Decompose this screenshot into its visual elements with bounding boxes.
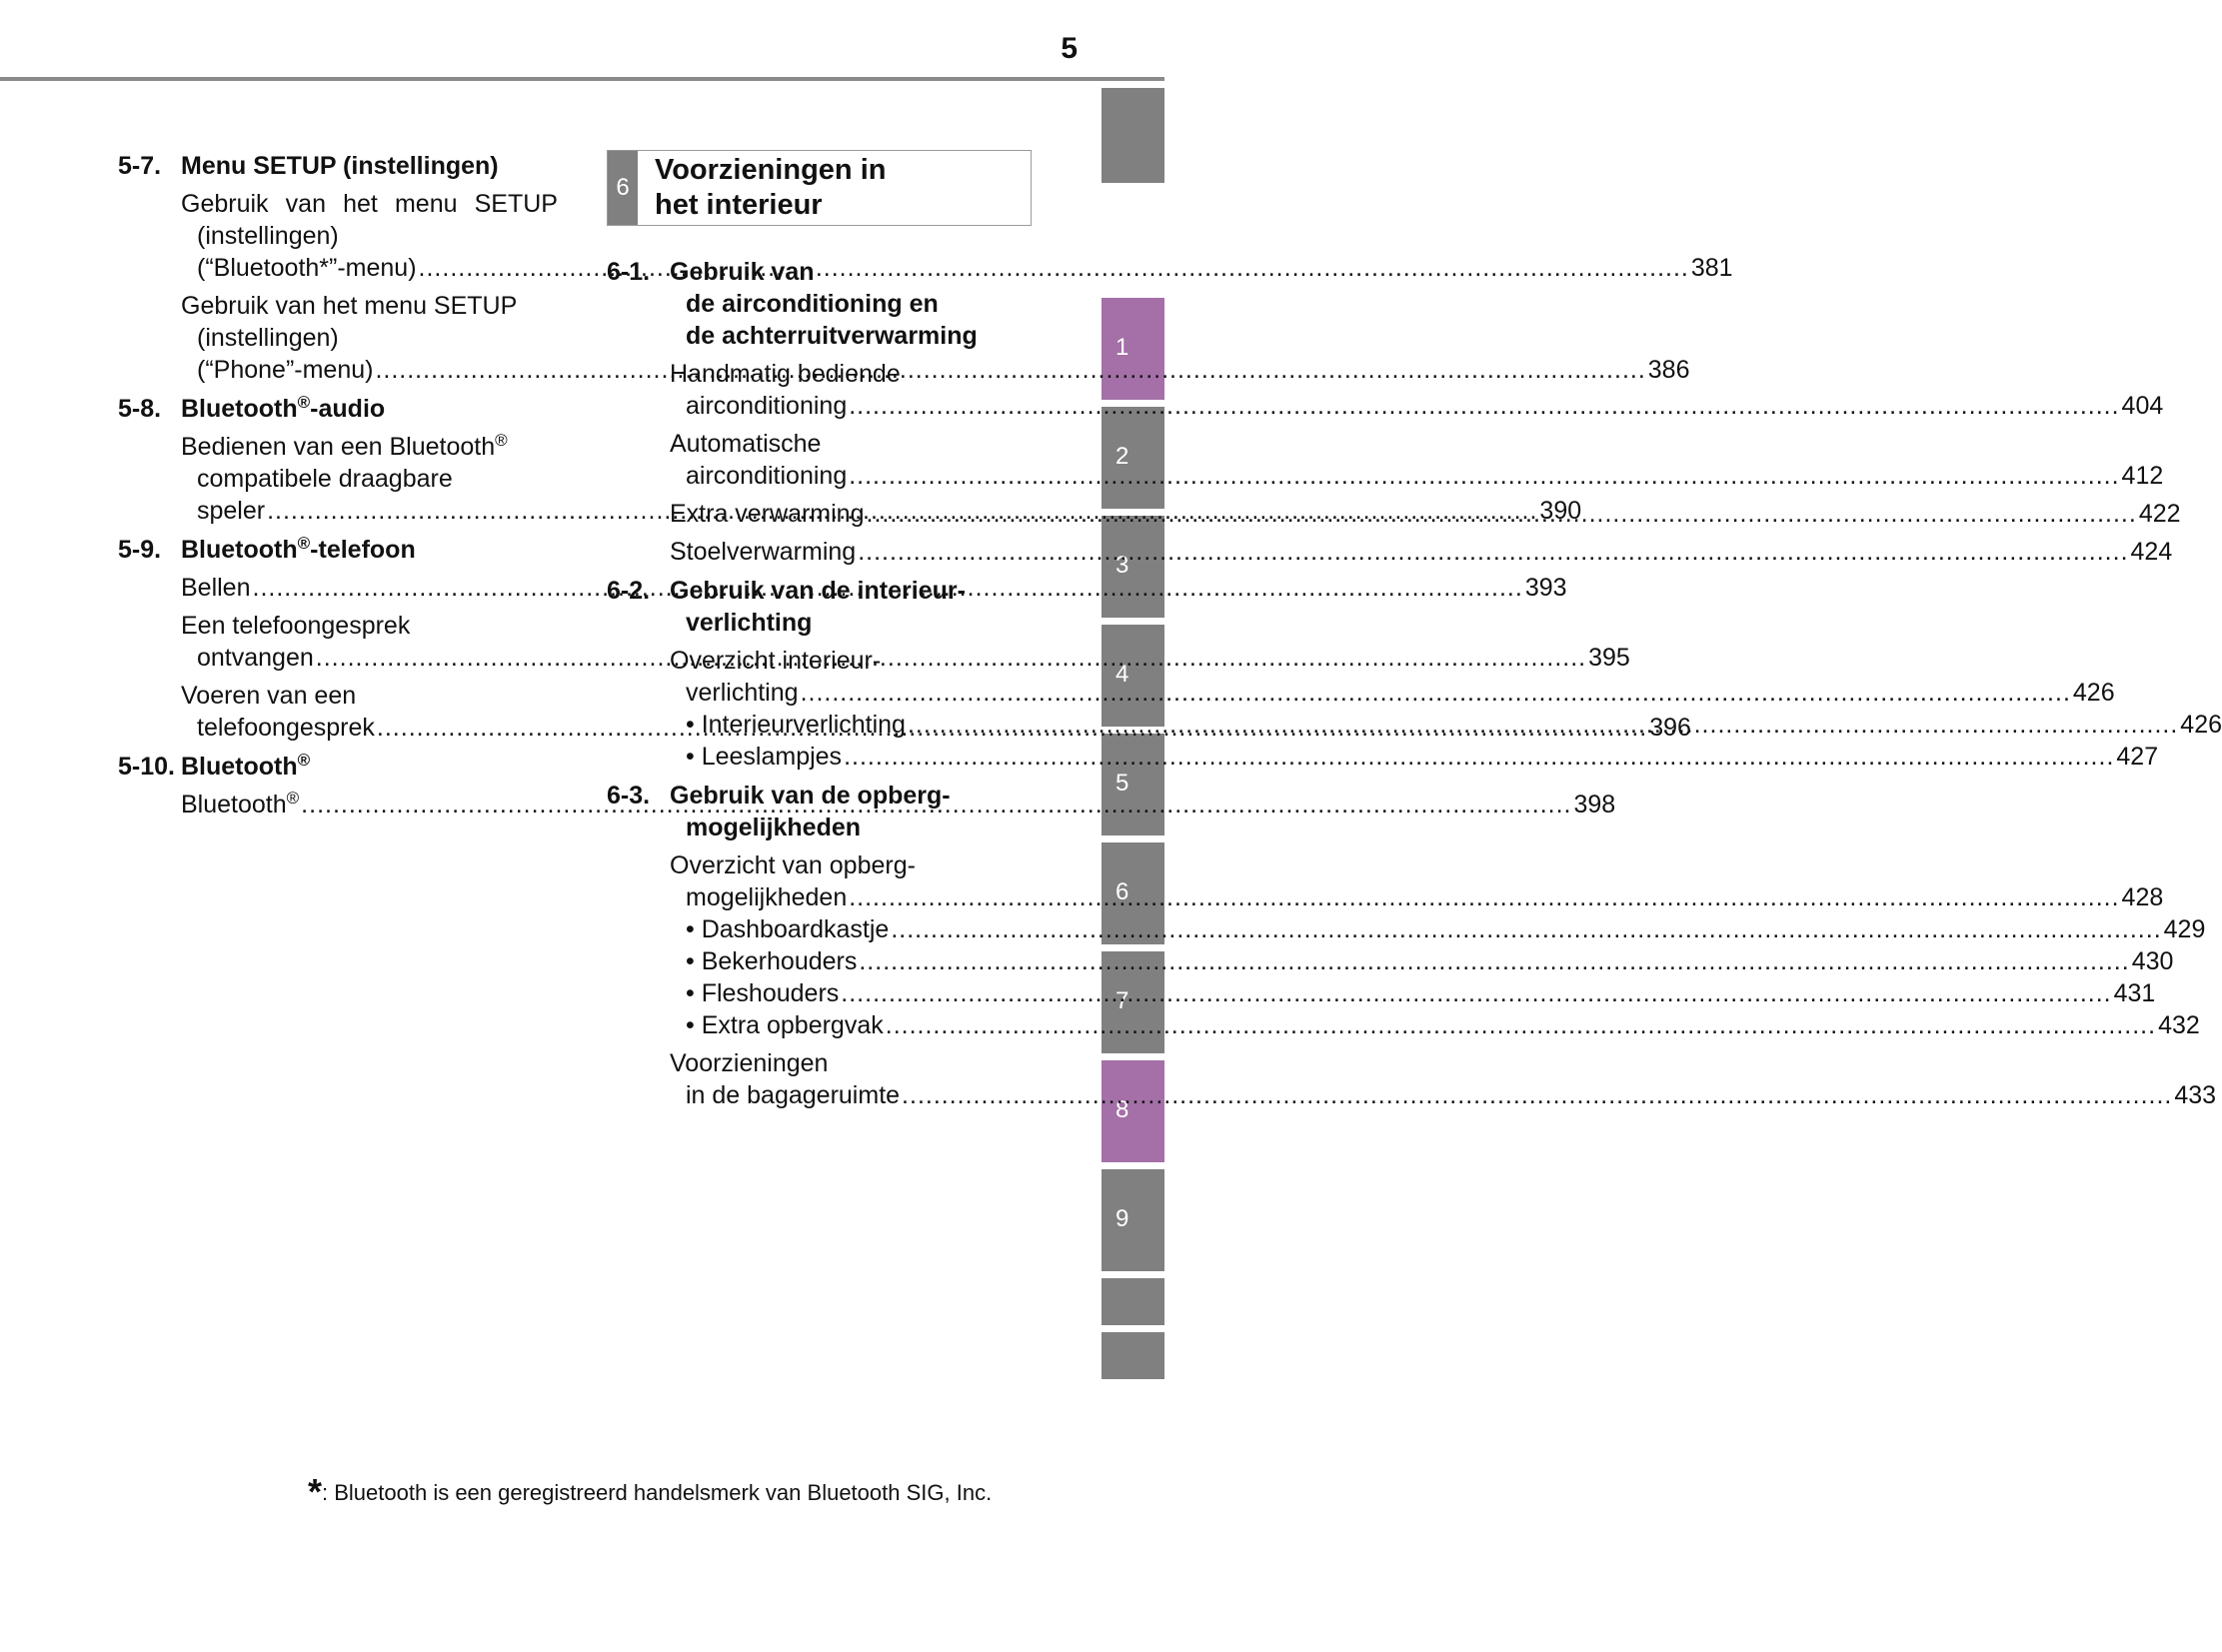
- leader-dots: [858, 538, 2128, 566]
- registered-mark: ®: [297, 534, 311, 553]
- leader-dots: [844, 743, 2114, 771]
- chapter-tab-10[interactable]: [1102, 1278, 1164, 1325]
- section-number: 6-2.: [607, 577, 651, 605]
- toc-section-6-2[interactable]: [607, 575, 1032, 639]
- leader-dots: [867, 500, 2137, 528]
- entry-title: Gebruik van het menu SETUP: [181, 190, 558, 218]
- section-title-text: -telefoon: [310, 536, 416, 564]
- leader-dots: [902, 1081, 2172, 1109]
- entry-title: Voorzieningen: [670, 1049, 829, 1077]
- page-ref[interactable]: 381: [1690, 254, 1733, 282]
- chapter-tab-label: 7: [1115, 987, 1129, 1014]
- entry-title: Overzicht interieur-: [670, 647, 882, 675]
- entry-sub-item[interactable]: [670, 741, 2159, 773]
- entry-text: • Bekerhouders: [686, 947, 858, 975]
- toc-section-5-7[interactable]: [118, 150, 558, 182]
- section-title-text: Bluetooth: [181, 753, 298, 781]
- leader-dots: [849, 462, 2119, 490]
- entry-text: Stoelverwarming: [670, 538, 857, 566]
- entry-text: (“Bluetooth*”-menu): [197, 254, 417, 282]
- toc-section-5-8[interactable]: [118, 393, 558, 425]
- chapter-title: [655, 153, 886, 223]
- chapter-tab-blank[interactable]: [1102, 88, 1164, 183]
- entry-text: telefoongesprek: [197, 714, 375, 742]
- page-ref[interactable]: 386: [1647, 356, 1690, 384]
- chapter-tab-9[interactable]: [1102, 1169, 1164, 1271]
- registered-mark: ®: [297, 751, 311, 770]
- entry-sub-item[interactable]: [670, 977, 2156, 1009]
- page-ref[interactable]: 427: [2116, 743, 2159, 771]
- registered-mark: ®: [286, 789, 300, 808]
- footnote: [308, 1471, 993, 1512]
- entry-title-cont: (instellingen): [197, 222, 339, 250]
- chapter-tab-2[interactable]: [1102, 407, 1164, 509]
- section-title: [181, 393, 558, 425]
- page-ref[interactable]: 428: [2121, 883, 2164, 911]
- entry-text: Extra verwarming: [670, 500, 865, 528]
- page-ref[interactable]: 393: [1524, 574, 1567, 602]
- section-title-text: Bluetooth: [181, 536, 298, 564]
- page-ref[interactable]: 412: [2121, 462, 2164, 490]
- entry-title: Een telefoongesprek: [181, 612, 411, 640]
- chapter-tab-label: 6: [1115, 878, 1129, 905]
- toc-entry[interactable]: [607, 536, 2173, 568]
- chapter-tab-label: 2: [1115, 443, 1129, 470]
- chapter-tab-label: 5: [1115, 770, 1129, 797]
- section-title-text: Bluetooth: [181, 395, 298, 423]
- section-title: Menu SETUP (instellingen): [181, 152, 499, 180]
- entry-text: Bedienen van een Bluetooth: [181, 433, 496, 461]
- section-number: 5-8.: [118, 395, 162, 423]
- entry-title-cont: compatibele draagbare: [197, 465, 453, 493]
- chapter-tab-label: 4: [1115, 661, 1129, 688]
- entry-line: [670, 677, 2115, 709]
- page-ref[interactable]: 426: [2072, 679, 2115, 707]
- leader-dots: [801, 679, 2071, 707]
- section-number: 5-10.: [118, 753, 175, 781]
- entry-text: • Extra opbergvak: [686, 1011, 884, 1039]
- page-ref[interactable]: 396: [1649, 714, 1691, 742]
- toc-section-5-10[interactable]: [118, 751, 558, 783]
- page-ref[interactable]: 422: [2138, 500, 2181, 528]
- toc-section-5-9[interactable]: [118, 534, 558, 566]
- registered-mark: ®: [297, 393, 311, 412]
- chapter-tabs: [1102, 0, 1164, 1652]
- entry-text: • Fleshouders: [686, 979, 840, 1007]
- page-number: 5: [1061, 32, 1078, 65]
- entry-line: [670, 536, 2173, 568]
- page-ref[interactable]: 398: [1573, 791, 1616, 819]
- entry-line: [670, 390, 2164, 422]
- page-ref[interactable]: 431: [2113, 979, 2156, 1007]
- page-ref[interactable]: 430: [2131, 947, 2174, 975]
- leader-dots: [849, 883, 2119, 911]
- leader-dots: [859, 947, 2129, 975]
- toc-section-6-1[interactable]: [607, 256, 1032, 352]
- chapter-badge: 6: [608, 151, 638, 225]
- entry-line: [670, 460, 2164, 492]
- page-ref[interactable]: 426: [2180, 711, 2222, 739]
- entry-text: • Dashboardkastje: [686, 915, 890, 943]
- entry-text-part: Bluetooth: [181, 791, 287, 819]
- leader-dots: [849, 392, 2119, 420]
- entry-text: in de bagageruimte: [686, 1081, 901, 1109]
- page-ref[interactable]: 424: [2130, 538, 2173, 566]
- toc-entry[interactable]: [607, 849, 2206, 1041]
- section-number: 6-3.: [607, 782, 651, 810]
- entry-text: airconditioning: [686, 462, 848, 490]
- entry-title: Overzicht van opberg-: [670, 851, 916, 879]
- entry-title: Automatische: [670, 430, 822, 458]
- toc-entry[interactable]: [607, 428, 2164, 492]
- header-rule: [0, 77, 1164, 81]
- section-title-text: -audio: [310, 395, 386, 423]
- entry-sub-item[interactable]: [670, 1009, 2200, 1041]
- entry-text: [181, 791, 299, 819]
- chapter-tab-label: 3: [1115, 552, 1129, 579]
- section-number: 5-9.: [118, 536, 162, 564]
- chapter-tab-label: 8: [1115, 1096, 1129, 1123]
- entry-sub-item[interactable]: [670, 913, 2206, 945]
- entry-text: speler: [197, 497, 266, 525]
- footnote-text: : Bluetooth is een geregistreerd handelsmerk van Bluetooth SIG, Inc.: [322, 1480, 993, 1505]
- chapter-title-line: Voorzieningen in: [655, 154, 887, 186]
- entry-line: [670, 1079, 2217, 1111]
- page-ref[interactable]: 390: [1539, 497, 1582, 525]
- section-title-cont: de achterruitverwarming: [686, 322, 978, 350]
- page-ref[interactable]: 429: [2163, 915, 2206, 943]
- page-ref[interactable]: 404: [2121, 392, 2164, 420]
- leader-dots: [886, 1011, 2156, 1039]
- registered-mark: ®: [495, 431, 508, 450]
- entry-title: Voeren van een: [181, 682, 357, 710]
- page-ref[interactable]: 432: [2158, 1011, 2200, 1039]
- page-ref[interactable]: 395: [1588, 644, 1630, 672]
- chapter-title-line: het interieur: [655, 189, 823, 221]
- toc-section-6-3[interactable]: [607, 780, 1032, 843]
- entry-text: Bellen: [181, 574, 251, 602]
- chapter-tab-label: 1: [1115, 334, 1129, 361]
- entry-title: Gebruik van het menu SETUP: [181, 292, 518, 320]
- section-title: Gebruik van de opberg-: [670, 782, 951, 810]
- entry-text: (“Phone”-menu): [197, 356, 374, 384]
- section-title: [181, 751, 558, 783]
- section-title: Gebruik van de interieur-: [670, 577, 966, 605]
- section-number: 6-1.: [607, 258, 651, 286]
- toc-entry[interactable]: [607, 1047, 2217, 1111]
- section-title-cont: verlichting: [686, 609, 813, 637]
- leader-dots: [841, 979, 2111, 1007]
- entry-title: Handmatig bediende: [670, 360, 901, 388]
- section-title: [181, 534, 558, 566]
- entry-sub-item[interactable]: [670, 945, 2174, 977]
- entry-text: mogelijkheden: [686, 883, 848, 911]
- entry-title: [181, 431, 558, 463]
- entry-text: verlichting: [686, 679, 799, 707]
- footnote-marker: *: [308, 1471, 323, 1512]
- section-title: Gebruik van: [670, 258, 815, 286]
- chapter-tab-1[interactable]: [1102, 298, 1164, 400]
- chapter-heading-box: [607, 150, 1032, 226]
- entry-title-cont: (instellingen): [197, 324, 339, 352]
- page-ref[interactable]: 433: [2174, 1081, 2217, 1109]
- entry-text: • Leeslampjes: [686, 743, 843, 771]
- entry-text: • Interieurverlichting: [686, 711, 906, 739]
- chapter-tab-label: 9: [1115, 1205, 1129, 1232]
- leader-dots: [908, 711, 2178, 739]
- chapter-tab-11[interactable]: [1102, 1332, 1164, 1379]
- entry-text: ontvangen: [197, 644, 314, 672]
- section-title-cont: de airconditioning en: [686, 290, 939, 318]
- chapter-tab-3[interactable]: [1102, 516, 1164, 618]
- chapter-tab-8[interactable]: [1102, 1060, 1164, 1162]
- section-number: 5-7.: [118, 152, 162, 180]
- entry-text: airconditioning: [686, 392, 848, 420]
- section-title-cont: mogelijkheden: [686, 814, 862, 841]
- entry-line: [670, 881, 2164, 913]
- leader-dots: [891, 915, 2161, 943]
